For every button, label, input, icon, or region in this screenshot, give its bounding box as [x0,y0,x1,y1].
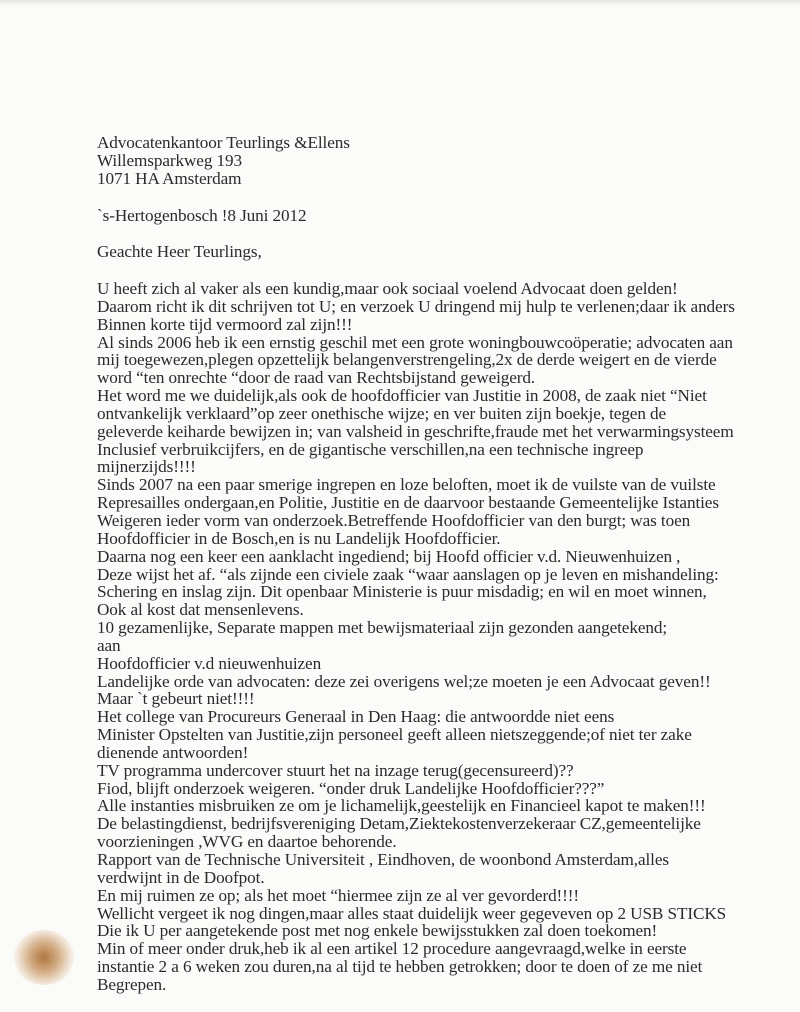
body-line: aan [97,635,121,655]
body-line: dienende antwoorden! [97,742,249,762]
body-line: Binnen korte tijd vermoord zal zijn!!! [97,314,353,334]
place-date: `s-Hertogenbosch !8 Juni 2012 [97,206,307,225]
body-line: mijnerzijds!!!! [97,457,196,477]
body-line: ontvankelijk verklaard”op zeer onethische wijze; en ver buiten zijn boekje, tegen de [97,403,667,423]
body-line: Ook al kost dat mensenlevens. [97,600,304,620]
body-line: mij toegewezen,plegen opzettelijk belangenverstrengeling,2x de derde weigert en de vierde [97,350,717,370]
greeting-text: Geachte Heer Teurlings, [97,242,262,261]
body-line: Hoofdofficier in de Bosch,en is nu Landelijk Hoofdofficier. [97,528,501,548]
letter-body [97,280,797,994]
body-line: En mij ruimen ze op; als het moet “hiermee zijn ze al ver gevorderd!!!! [97,885,580,905]
body-line: Begrepen. [97,974,167,994]
coffee-stain [14,930,74,985]
scan-edge-shadow [0,0,800,6]
body-line: Daarna nog een keer een aanklacht ingediend; bij Hoofd officier v.d. Nieuwenhuizen , [97,546,681,566]
body-line: Het college van Procureurs Generaal in Den Haag: die antwoordde niet eens [97,707,615,727]
body-line: Schering en inslag zijn. Dit openbaar Ministerie is puur misdadig; en wil en moet winnen, [97,582,707,602]
body-line: Al sinds 2006 heb ik een ernstig geschil met een grote woningbouwcoöperatie; advocaten aan [97,332,733,352]
body-line: U heeft zich al vaker als een kundig,maar ook sociaal voelend Advocaat doen gelden! [97,279,678,298]
body-line: Deze wijst het af. “als zijnde een civiele zaak “waar aanslagen op je leven en mishandeling: [97,564,719,584]
recipient-address [97,134,797,188]
body-line: Minister Opstelten van Justitie,zijn personeel geeft alleen nietszeggende;of niet ter zake [97,725,692,745]
body-line: instantie 2 a 6 weken zou duren,na al tijd te hebben getrokken; door te doen of ze me niet [97,957,703,977]
body-line: word “ten onrechte “door de raad van Rechtsbijstand geweigerd. [97,368,536,388]
body-line: TV programma undercover stuurt het na inzage terug(gecensureerd)?? [97,760,574,780]
body-line: Alle instanties misbruiken ze om je lichamelijk,geestelijk en Financieel kapot te maken!!! [97,796,706,816]
body-line: Daarom richt ik dit schrijven tot U; en verzoek U dringend mij hulp te verlenen;daar ik anders [97,296,735,316]
date-line [97,207,797,225]
body-line: Landelijke orde van advocaten: deze zei overigens wel;ze moeten je een Advocaat geven!! [97,671,711,691]
body-line: Fiod, blijft onderzoek weigeren. “onder druk Landelijke Hoofdofficier???” [97,778,605,798]
recipient-name: Advocatenkantoor Teurlings &Ellens [97,133,350,152]
body-line: verdwijnt in de Doofpot. [97,867,265,887]
body-line: Hoofdofficier v.d nieuwenhuizen [97,653,322,673]
body-line: Min of meer onder druk,heb ik al een artikel 12 procedure aangevraagd,welke in eerste [97,939,687,959]
body-line: Maar `t gebeurt niet!!!! [97,689,255,709]
body-line: voorzieningen ,WVG en daartoe behorende. [97,832,397,852]
body-line: Weigeren ieder vorm van onderzoek.Betreffende Hoofdofficier van den burgt; was toen [97,510,691,530]
body-line: Die ik U per aangetekende post met nog enkele bewijsstukken zal doen toekomen! [97,921,658,941]
body-line: Represailles ondergaan,en Politie, Justitie en de daarvoor bestaande Gemeentelijke Istanties [97,493,719,513]
recipient-street: Willemsparkweg 193 [97,150,242,170]
body-line: Inclusief verbruikcijfers, en de gigantische verschillen,na een technische ingreep [97,439,644,459]
body-line: Het word me we duidelijk,als ook de hoofdofficier van Justitie in 2008, de zaak niet “Niet [97,386,707,406]
body-line: Wellicht vergeet ik nog dingen,maar alles staat duidelijk weer gegeveven op 2 USB STICKS [97,903,727,923]
recipient-city: 1071 HA Amsterdam [97,168,242,188]
body-line: geleverde keiharde bewijzen in; van valsheid in geschrifte,fraude met het verwarmingsysteem [97,421,734,441]
body-line: Rapport van de Technische Universiteit , Eindhoven, de woonbond Amsterdam,alles [97,850,669,869]
body-line: 10 gezamenlijke, Separate mappen met bewijsmateriaal zijn gezonden aangetekend; [97,618,668,638]
body-line: Sinds 2007 na een paar smerige ingrepen en loze beloften, moet ik de vuilste van de vuilste [97,475,716,495]
salutation [97,243,797,261]
body-line: De belastingdienst, bedrijfsvereniging Detam,Ziektekostenverzekeraar CZ,gemeentelijke [97,814,701,834]
